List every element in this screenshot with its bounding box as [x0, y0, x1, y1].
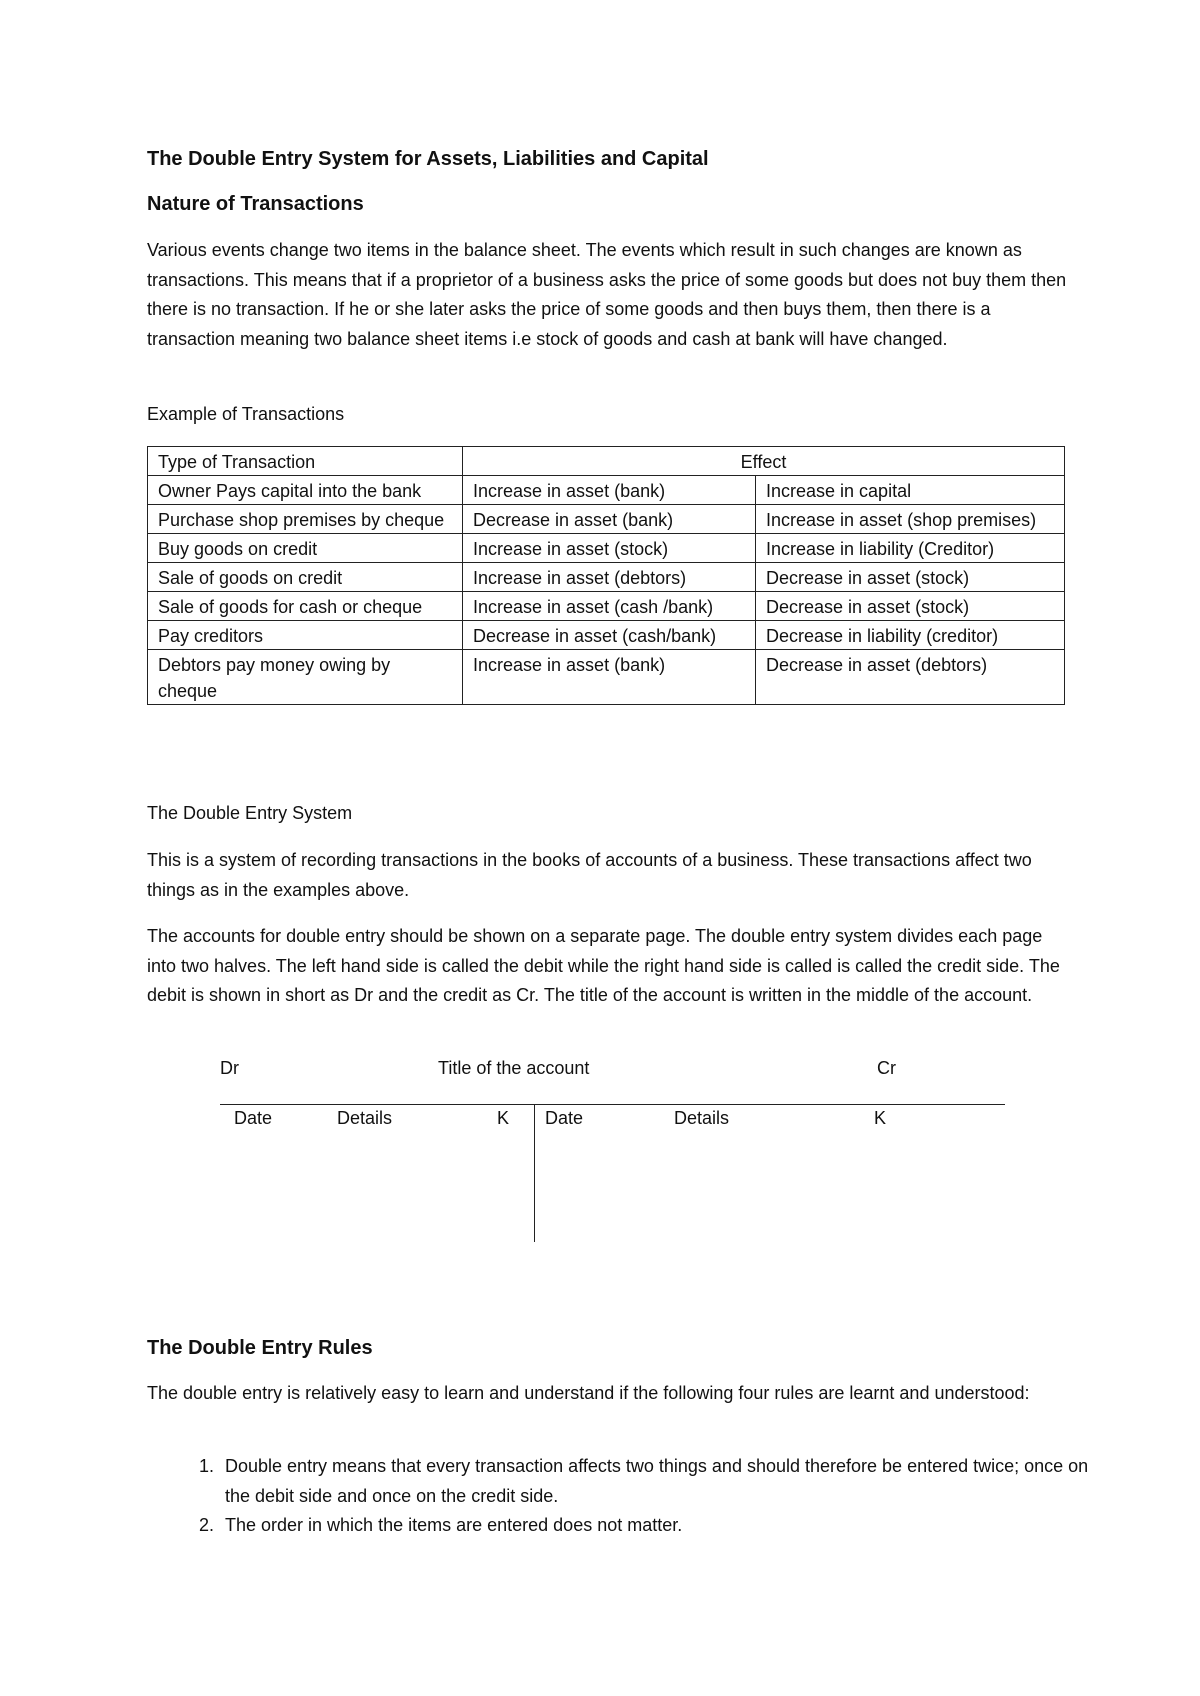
paragraph-double-entry-rules: The double entry is relatively easy to learn and understand if the following four rules are learnt and understood: [147, 1383, 1030, 1403]
cell-effect-2: Increase in capital [756, 476, 1065, 505]
cell-effect-2: Decrease in asset (stock) [756, 563, 1065, 592]
cell-type: Debtors pay money owing by cheque [148, 650, 463, 705]
header-type-of-transaction: Type of Transaction [148, 447, 463, 476]
table-row [148, 534, 1065, 563]
cell-effect-1: Increase in asset (cash /bank) [463, 592, 756, 621]
ledger-left-details: Details [337, 1108, 393, 1128]
cell-effect-2: Decrease in liability (creditor) [756, 621, 1065, 650]
ledger-dr-label: Dr [220, 1058, 239, 1078]
cell-effect-2: Decrease in asset (debtors) [756, 650, 1065, 705]
table-row [148, 650, 1065, 705]
table-row [148, 621, 1065, 650]
list-item: 1. Double entry means that every transaction affects two things and should therefore be entered twice; once on the debit side and once on the credit side. [219, 1452, 1099, 1511]
paragraph-double-entry-system-1: This is a system of recording transactions in the books of accounts of a business. These transactions affect two things as in the examples above. [147, 850, 1032, 900]
table-row [148, 592, 1065, 621]
document-title: The Double Entry System for Assets, Liabilities and Capital [147, 148, 709, 170]
cell-type: Pay creditors [148, 621, 463, 650]
cell-effect-2: Decrease in asset (stock) [756, 592, 1065, 621]
header-effect: Effect [463, 447, 1065, 476]
ledger-left-date: Date [234, 1108, 273, 1128]
paragraph-nature-of-transactions: Various events change two items in the balance sheet. The events which result in such changes are known as transactions. This means that if a proprietor of a business asks the price of some goods but does not buy them then there is no transaction. If he or she later asks the price of some goods and then buys them, then there is a transaction meaning two balance sheet items i.e stock of goods and cash at bank will have changed. [147, 240, 1067, 349]
ledger-vertical-rule [534, 1104, 535, 1242]
ledger-left-amount: K [497, 1108, 510, 1128]
transactions-table [147, 446, 1065, 705]
heading-double-entry-system: The Double Entry System [147, 803, 353, 823]
cell-type: Buy goods on credit [148, 534, 463, 563]
paragraph-double-entry-system-2: The accounts for double entry should be shown on a separate page. The double entry system divides each page into two halves. The left hand side is called the debit while the right hand side is called is called the credit side. The debit is shown in short as Dr and the credit as Cr. The title of the account is written in the middle of the account. [147, 926, 1060, 1005]
ledger-right-date: Date [545, 1108, 584, 1128]
table-row [148, 476, 1065, 505]
cell-effect-1: Increase in asset (bank) [463, 476, 756, 505]
cell-type: Sale of goods on credit [148, 563, 463, 592]
cell-type: Purchase shop premises by cheque [148, 505, 463, 534]
cell-effect-1: Increase in asset (debtors) [463, 563, 756, 592]
cell-effect-1: Decrease in asset (cash/bank) [463, 621, 756, 650]
table-row [148, 505, 1065, 534]
cell-effect-2: Increase in liability (Creditor) [756, 534, 1065, 563]
table-row [148, 563, 1065, 592]
table-header-row [148, 447, 1065, 476]
cell-type: Sale of goods for cash or cheque [148, 592, 463, 621]
cell-effect-2: Increase in asset (shop premises) [756, 505, 1065, 534]
cell-effect-1: Increase in asset (stock) [463, 534, 756, 563]
list-item: 2. The order in which the items are entered does not matter. [219, 1511, 1099, 1541]
ledger-right-details: Details [674, 1108, 730, 1128]
label-example-of-transactions: Example of Transactions [147, 404, 345, 424]
heading-nature-of-transactions: Nature of Transactions [147, 193, 364, 215]
ledger-cr-label: Cr [877, 1058, 896, 1078]
t-account-ledger [147, 1058, 1067, 1248]
cell-effect-1: Decrease in asset (bank) [463, 505, 756, 534]
cell-effect-1: Increase in asset (bank) [463, 650, 756, 705]
ledger-horizontal-rule [220, 1104, 1005, 1105]
ledger-right-amount: K [874, 1108, 887, 1128]
rules-list [147, 1452, 1099, 1541]
ledger-account-title: Title of the account [438, 1058, 590, 1078]
heading-double-entry-rules: The Double Entry Rules [147, 1337, 373, 1359]
cell-type: Owner Pays capital into the bank [148, 476, 463, 505]
